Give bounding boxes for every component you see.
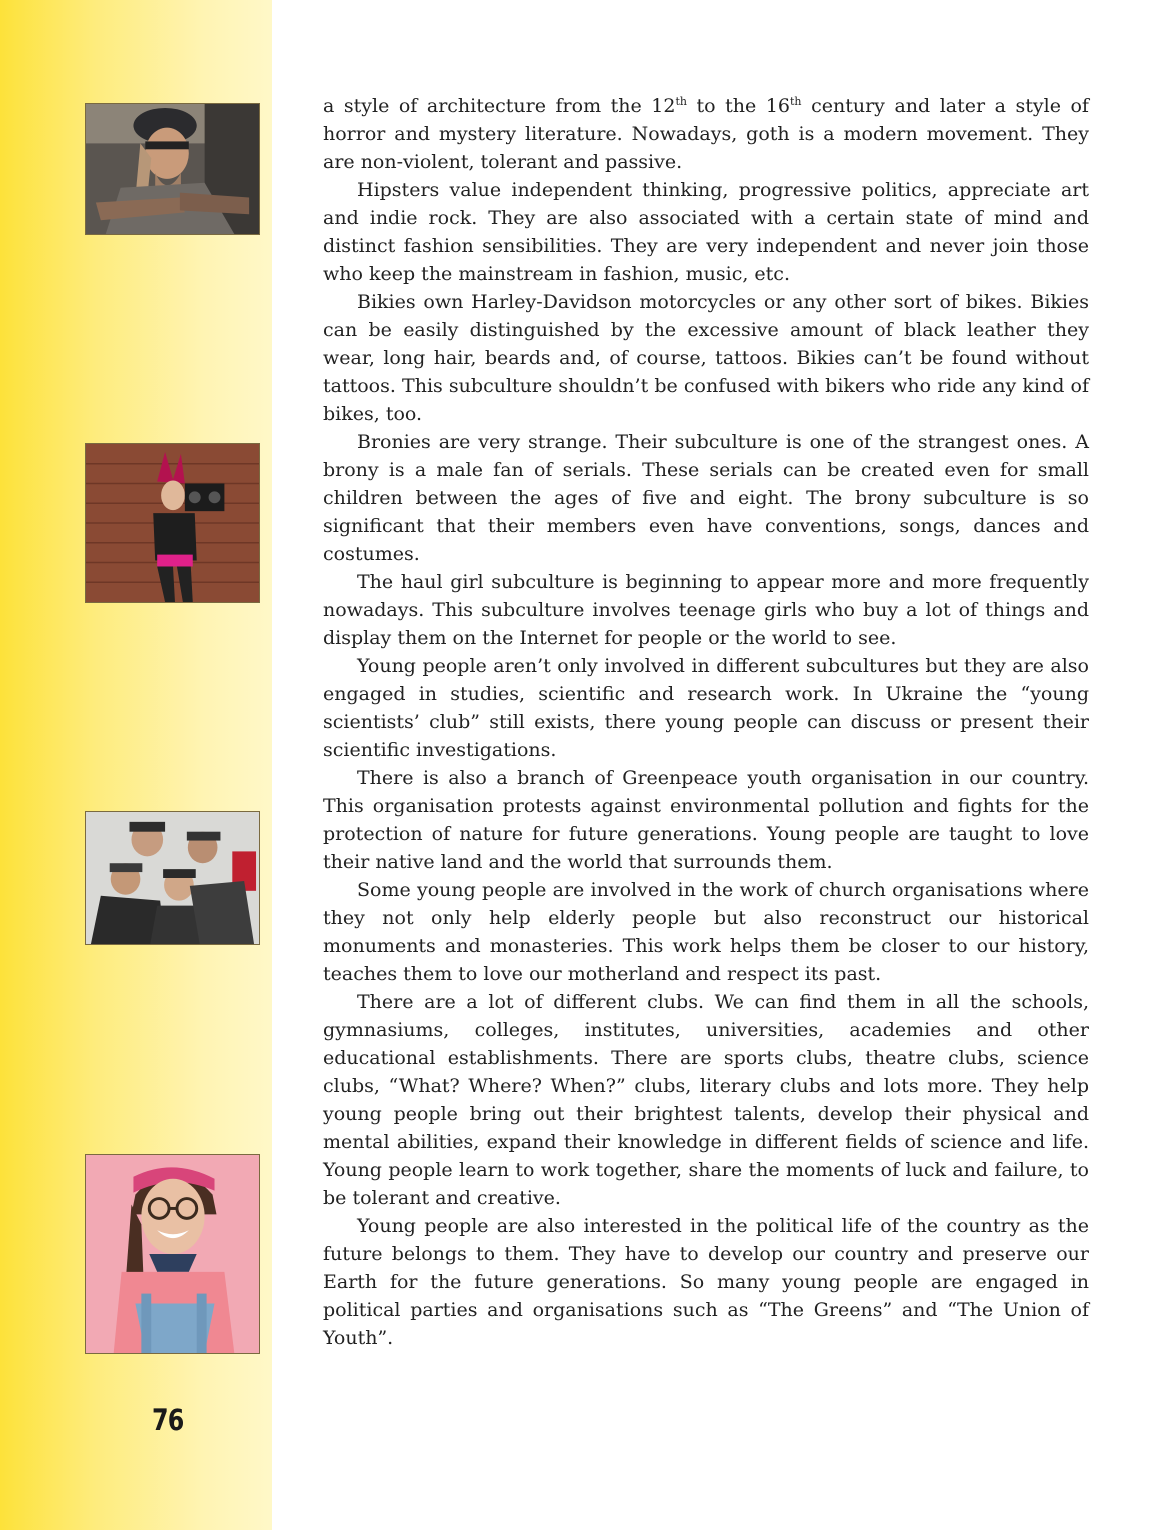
biker-with-bandana-photo-icon <box>86 104 259 234</box>
hiphop-group-photo <box>85 811 260 945</box>
page-number: 76 <box>152 1403 184 1437</box>
paragraph-text: to the 16 <box>687 95 791 117</box>
hipster-girl-photo <box>85 1154 260 1354</box>
paragraph-goths-continued <box>323 92 1089 176</box>
paragraph-hipsters: Hipsters value independent thinking, progressive politics, appreciate art and indie rock. They are also associated with a certain state of mind and distinct fashion sensibilities. They are very independent and never join those who keep the mainstream in fashion, music, etc. <box>323 179 1089 285</box>
paragraph-text: a style of architecture from the 12 <box>323 95 676 117</box>
paragraph-political-life: Young people are also interested in the political life of the country as the future belongs to them. They have to develop our country and preserve our Earth for the future generations. So many young people are engaged in political parties and organisations such as “The Greens” and “The Union of Youth”. <box>323 1215 1089 1349</box>
smiling-girl-with-glasses-photo-icon <box>86 1155 259 1353</box>
paragraph-clubs: There are a lot of different clubs. We can find them in all the schools, gymnasiums, colleges, institutes, universities, academies and other educational establishments. There are sports clubs, theatre clubs, science clubs, “What? Where? When?” clubs, literary clubs and lots more. They help young people bring out their brightest talents, develop their physical and mental abilities, expand their knowledge in different fields of science and life. Young people learn to work together, share the moments of luck and failure, to be tolerant and creative. <box>323 991 1089 1209</box>
group-of-young-men-photo-icon <box>86 812 259 944</box>
article-body <box>323 92 1089 1352</box>
punk-girl-with-boombox-photo-icon <box>86 444 259 602</box>
ordinal-suffix: th <box>790 95 802 108</box>
ordinal-suffix: th <box>675 95 687 108</box>
biker-photo <box>85 103 260 235</box>
paragraph-bronies: Bronies are very strange. Their subculture is one of the strangest ones. A brony is a male fan of serials. These serials can be created even for small children between the ages of five and eight. The brony subculture is so significant that their members even have conventions, songs, dances and costumes. <box>323 431 1089 565</box>
paragraph-church-organisations: Some young people are involved in the work of church organisations where they not only help elderly people but also reconstruct our historical monuments and monasteries. This work helps them be closer to our history, teaches them to love our motherland and respect its past. <box>323 879 1089 985</box>
punk-mohawk-photo <box>85 443 260 603</box>
paragraph-haul-girls: The haul girl subculture is beginning to appear more and more frequently nowadays. This subculture involves teenage girls who buy a lot of things and display them on the Internet for people or the world to see. <box>323 571 1089 649</box>
paragraph-bikies: Bikies own Harley-Davidson motorcycles or any other sort of bikes. Bikies can be easily distinguished by the excessive amount of black leather they wear, long hair, beards and, of course, tattoos. Bikies can’t be found without tattoos. This subculture shouldn’t be confused with bikers who ride any kind of bikes, too. <box>323 291 1089 425</box>
paragraph-text: century and later a style of horror and mystery literature. Nowadays, goth is a modern movement. They are non-violent, tolerant and passive. <box>323 95 1089 173</box>
paragraph-young-scientists: Young people aren’t only involved in different subcultures but they are also engaged in studies, scientific and research work. In Ukraine the “young scientists’ club” still exists, there young people can discuss or present their scientific investigations. <box>323 655 1089 761</box>
paragraph-greenpeace: There is also a branch of Greenpeace youth organisation in our country. This organisation protests against environmental pollution and fights for the protection of nature for future generations. Young people are taught to love their native land and the world that surrounds them. <box>323 767 1089 873</box>
